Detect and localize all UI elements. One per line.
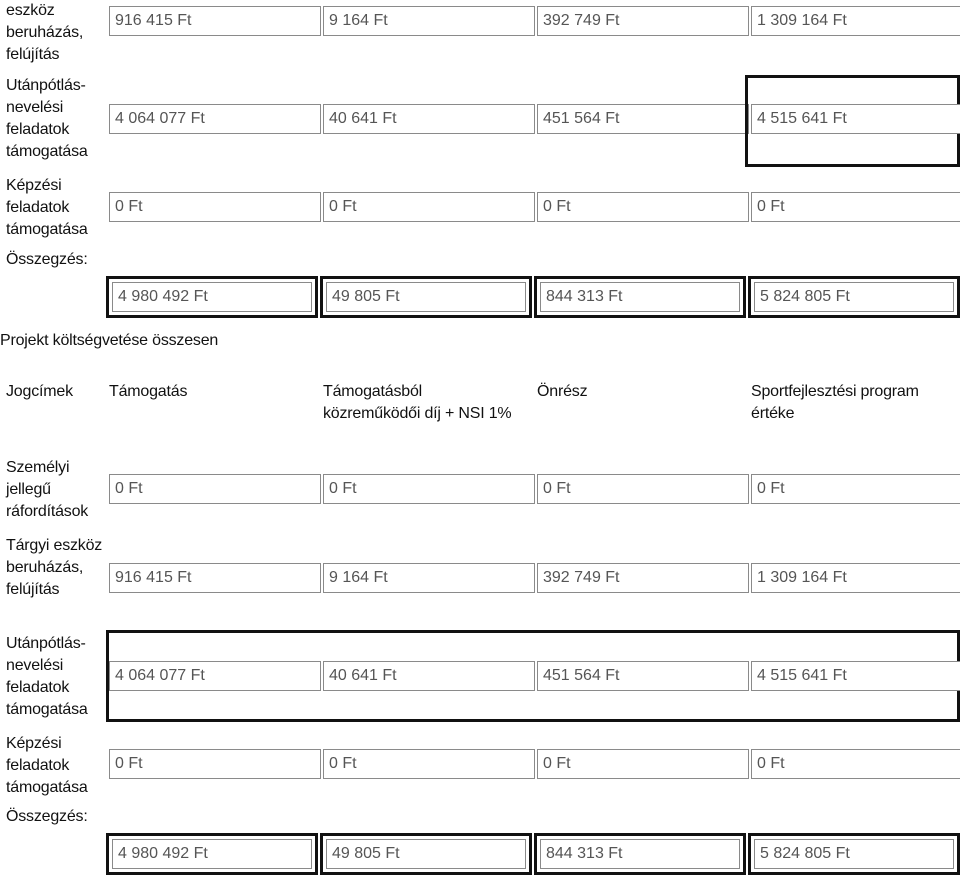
summary-own-share [534, 276, 746, 318]
header-program-value: Sportfejlesztési program értéke [751, 383, 919, 422]
own-share-field[interactable]: 392 749 Ft [537, 563, 749, 593]
header-support: Támogatás [109, 383, 188, 400]
fee-field[interactable]: 9 164 Ft [323, 563, 535, 593]
program-value-field[interactable]: 4 515 641 Ft [751, 661, 960, 691]
fee-field[interactable]: 40 641 Ft [323, 104, 535, 134]
summary-label: Összegzés: [6, 808, 88, 825]
header-own-share: Önrész [537, 383, 588, 400]
fee-field[interactable]: 0 Ft [323, 749, 535, 779]
own-share-field[interactable]: 0 Ft [537, 749, 749, 779]
header-jogcimek: Jogcímek [6, 383, 73, 400]
summary-program-value-value[interactable]: 5 824 805 Ft [754, 282, 954, 312]
row-label: Képzési feladatok támogatása [6, 735, 88, 796]
row-label: eszköz beruházás, felújítás [6, 2, 84, 63]
summary-own-share [534, 833, 746, 875]
summary-own-share-value[interactable]: 844 313 Ft [540, 282, 740, 312]
support-field[interactable]: 0 Ft [109, 474, 321, 504]
own-share-field[interactable]: 0 Ft [537, 192, 749, 222]
summary-fee-value[interactable]: 49 805 Ft [326, 839, 526, 869]
support-field[interactable]: 0 Ft [109, 192, 321, 222]
support-field[interactable]: 916 415 Ft [109, 6, 321, 36]
own-share-field[interactable]: 392 749 Ft [537, 6, 749, 36]
fee-field[interactable]: 0 Ft [323, 192, 535, 222]
program-value-field[interactable]: 0 Ft [751, 192, 960, 222]
section-title: Projekt költségvetése összesen [0, 332, 219, 349]
row-label: Személyi jellegű ráfordítások [6, 459, 89, 520]
program-value-field[interactable]: 1 309 164 Ft [751, 6, 960, 36]
support-field[interactable]: 0 Ft [109, 749, 321, 779]
summary-program-value-value[interactable]: 5 824 805 Ft [754, 839, 954, 869]
own-share-field[interactable]: 0 Ft [537, 474, 749, 504]
own-share-field[interactable]: 451 564 Ft [537, 104, 749, 134]
summary-label: Összegzés: [6, 251, 88, 268]
row-label: Utánpótlás-nevelési feladatok támogatása [6, 77, 88, 160]
row-label: Képzési feladatok támogatása [6, 177, 88, 238]
support-field[interactable]: 4 064 077 Ft [109, 104, 321, 134]
summary-support-value[interactable]: 4 980 492 Ft [112, 282, 312, 312]
row-label: Utánpótlás-nevelési feladatok támogatása [6, 635, 88, 718]
program-value-field[interactable]: 0 Ft [751, 749, 960, 779]
summary-program-value [748, 276, 960, 318]
own-share-field[interactable]: 451 564 Ft [537, 661, 749, 691]
summary-support [106, 276, 318, 318]
program-value-field[interactable]: 4 515 641 Ft [751, 104, 960, 134]
fee-field[interactable]: 9 164 Ft [323, 6, 535, 36]
summary-fee [320, 276, 532, 318]
summary-fee [320, 833, 532, 875]
support-field[interactable]: 916 415 Ft [109, 563, 321, 593]
summary-support [106, 833, 318, 875]
support-field[interactable]: 4 064 077 Ft [109, 661, 321, 691]
fee-field[interactable]: 40 641 Ft [323, 661, 535, 691]
summary-own-share-value[interactable]: 844 313 Ft [540, 839, 740, 869]
summary-program-value [748, 833, 960, 875]
header-fee: Támogatásból közreműködői díj + NSI 1% [323, 383, 512, 422]
summary-support-value[interactable]: 4 980 492 Ft [112, 839, 312, 869]
program-value-field[interactable]: 0 Ft [751, 474, 960, 504]
summary-fee-value[interactable]: 49 805 Ft [326, 282, 526, 312]
program-value-field[interactable]: 1 309 164 Ft [751, 563, 960, 593]
fee-field[interactable]: 0 Ft [323, 474, 535, 504]
row-label: Tárgyi eszköz beruházás, felújítás [6, 537, 103, 598]
